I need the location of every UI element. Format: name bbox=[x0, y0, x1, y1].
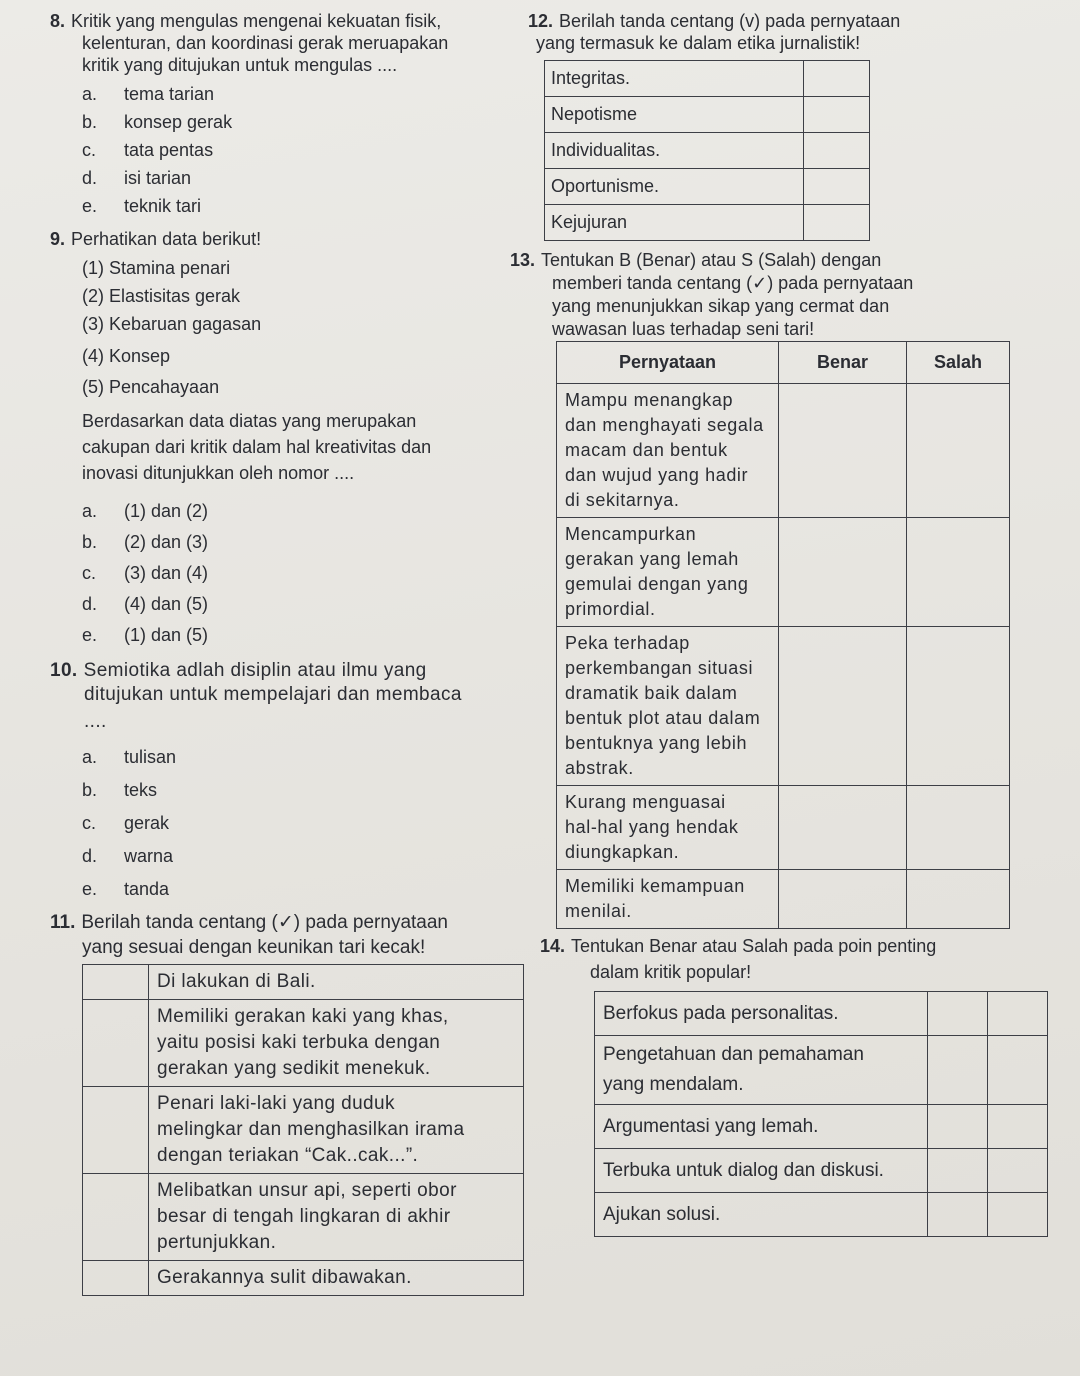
false-cell[interactable] bbox=[907, 870, 1010, 929]
statement-cell: Argumentasi yang lemah. bbox=[595, 1105, 928, 1149]
q9-option-e[interactable]: e. (1) dan (5) bbox=[82, 625, 209, 645]
false-cell[interactable] bbox=[988, 1193, 1048, 1237]
table-header-row bbox=[557, 342, 1010, 384]
table-row bbox=[545, 169, 870, 205]
false-cell[interactable] bbox=[988, 1105, 1048, 1149]
statement-cell: Memiliki kemampuan menilai. bbox=[557, 870, 779, 929]
statement-cell: Berfokus pada personalitas. bbox=[595, 992, 928, 1036]
left-column bbox=[50, 8, 520, 1296]
table-row bbox=[83, 1000, 524, 1087]
true-cell[interactable] bbox=[779, 870, 907, 929]
q8-option-c[interactable]: c. tata pentas bbox=[82, 140, 214, 160]
q9-item-1: (1) Stamina penari bbox=[82, 258, 231, 278]
right-column bbox=[510, 8, 1050, 1237]
checkbox-cell[interactable] bbox=[83, 1261, 149, 1296]
question-9: 9. Perhatikan data berikut! bbox=[50, 229, 262, 249]
table-row bbox=[83, 1174, 524, 1261]
statement-cell: Terbuka untuk dialog dan diskusi. bbox=[595, 1149, 928, 1193]
statement-cell: Peka terhadap perkembangan situasi dramatik baik dalam bentuk plot atau dalam bentuknya yang lebih abstrak. bbox=[557, 627, 779, 786]
q10-option-a[interactable]: a. tulisan bbox=[82, 747, 177, 767]
table-row bbox=[545, 97, 870, 133]
table-row bbox=[545, 205, 870, 241]
true-cell[interactable] bbox=[779, 786, 907, 870]
q8-stem-line-1: Kritik yang mengulas mengenai kekuatan fisik, bbox=[71, 11, 442, 31]
checkbox-cell[interactable] bbox=[83, 1000, 149, 1087]
statement-cell: Melibatkan unsur api, seperti obor besar di tengah lingkaran di akhir pertunjukkan. bbox=[149, 1174, 524, 1261]
statement-cell: Ajukan solusi. bbox=[595, 1193, 928, 1237]
true-cell[interactable] bbox=[928, 1036, 988, 1105]
statement-cell: Penari laki-laki yang duduk melingkar dan menghasilkan irama dengan teriakan “Cak..cak...”. bbox=[149, 1087, 524, 1174]
true-cell[interactable] bbox=[928, 1105, 988, 1149]
checkbox-cell[interactable] bbox=[804, 61, 870, 97]
false-cell[interactable] bbox=[907, 627, 1010, 786]
q10-option-b[interactable]: b. teks bbox=[82, 780, 158, 800]
statement-cell: Kejujuran bbox=[545, 205, 804, 241]
table-row bbox=[83, 965, 524, 1000]
q13-table bbox=[556, 341, 1010, 929]
false-cell[interactable] bbox=[988, 1036, 1048, 1105]
statement-cell: Pengetahuan dan pemahaman yang mendalam. bbox=[595, 1036, 928, 1105]
true-cell[interactable] bbox=[928, 1149, 988, 1193]
question-11: 11. Berilah tanda centang (✓) pada pernyataan yang sesuai dengan keunikan tari kecak! bbox=[50, 912, 448, 958]
checkbox-cell[interactable] bbox=[83, 1087, 149, 1174]
q11-table bbox=[82, 964, 524, 1296]
false-cell[interactable] bbox=[907, 518, 1010, 627]
q12-table bbox=[544, 60, 870, 241]
table-row bbox=[595, 1105, 1048, 1149]
statement-cell: Kurang menguasai hal-hal yang hendak diungkapkan. bbox=[557, 786, 779, 870]
table-row bbox=[545, 61, 870, 97]
checkbox-cell[interactable] bbox=[804, 133, 870, 169]
q10-option-c[interactable]: c. gerak bbox=[82, 813, 170, 833]
q14-table bbox=[594, 991, 1048, 1237]
table-row bbox=[595, 1193, 1048, 1237]
question-8: 8. Kritik yang mengulas mengenai kekuatan fisik, kelenturan, dan koordinasi gerak meruapakan kritik yang ditujukan untuk mengulas .... bbox=[50, 10, 520, 76]
q9-option-d[interactable]: d. (4) dan (5) bbox=[82, 594, 209, 614]
q8-option-d[interactable]: d. isi tarian bbox=[82, 168, 192, 188]
checkbox-cell[interactable] bbox=[804, 205, 870, 241]
q8-option-b[interactable]: b. konsep gerak bbox=[82, 112, 233, 132]
question-14: 14. Tentukan Benar atau Salah pada poin penting dalam kritik popular! bbox=[540, 936, 937, 982]
q9-option-b[interactable]: b. (2) dan (3) bbox=[82, 532, 209, 552]
q9-item-5: (5) Pencahayaan bbox=[82, 377, 220, 397]
q10-options bbox=[50, 741, 520, 906]
q9-item-2: (2) Elastisitas gerak bbox=[82, 286, 241, 306]
q10-option-e[interactable]: e. tanda bbox=[82, 879, 170, 899]
table-row bbox=[595, 1036, 1048, 1105]
header-false: Salah bbox=[907, 342, 1010, 384]
q9-items bbox=[50, 254, 520, 402]
checkbox-cell[interactable] bbox=[804, 97, 870, 133]
statement-cell: Memiliki gerakan kaki yang khas, yaitu posisi kaki terbuka dengan gerakan yang sedikit menekuk. bbox=[149, 1000, 524, 1087]
q9-item-3: (3) Kebaruan gagasan bbox=[82, 314, 262, 334]
q9-question: Berdasarkan data diatas yang merupakan cakupan dari kritik dalam hal kreativitas dan inovasi ditunjukkan oleh nomor .... bbox=[82, 411, 432, 483]
false-cell[interactable] bbox=[907, 786, 1010, 870]
table-row bbox=[557, 384, 1010, 518]
table-row bbox=[595, 1149, 1048, 1193]
q9-option-a[interactable]: a. (1) dan (2) bbox=[82, 501, 209, 521]
q9-option-c[interactable]: c. (3) dan (4) bbox=[82, 563, 209, 583]
q8-option-a[interactable]: a. tema tarian bbox=[82, 84, 215, 104]
checkbox-cell[interactable] bbox=[83, 965, 149, 1000]
statement-cell: Gerakannya sulit dibawakan. bbox=[149, 1261, 524, 1296]
true-cell[interactable] bbox=[928, 992, 988, 1036]
header-statement: Pernyataan bbox=[557, 342, 779, 384]
table-row bbox=[595, 992, 1048, 1036]
q8-stem-line-3: kritik yang ditujukan untuk mengulas .... bbox=[82, 55, 398, 75]
q9-options bbox=[50, 496, 520, 651]
question-13: 13. Tentukan B (Benar) atau S (Salah) dengan memberi tanda centang (✓) pada pernyataan yang menunjukkan sikap yang cermat dan wawasan luas terhadap seni tari! bbox=[510, 250, 914, 339]
question-12: 12. Berilah tanda centang (v) pada pernyataan yang termasuk ke dalam etika jurnalistik! bbox=[528, 11, 901, 53]
table-row bbox=[83, 1261, 524, 1296]
q10-option-d[interactable]: d. warna bbox=[82, 846, 174, 866]
statement-cell: Di lakukan di Bali. bbox=[149, 965, 524, 1000]
false-cell[interactable] bbox=[907, 384, 1010, 518]
true-cell[interactable] bbox=[779, 518, 907, 627]
table-row bbox=[83, 1087, 524, 1174]
statement-cell: Integritas. bbox=[545, 61, 804, 97]
header-true: Benar bbox=[779, 342, 907, 384]
true-cell[interactable] bbox=[779, 384, 907, 518]
statement-cell: Individualitas. bbox=[545, 133, 804, 169]
false-cell[interactable] bbox=[988, 1149, 1048, 1193]
q8-option-e[interactable]: e. teknik tari bbox=[82, 196, 202, 216]
q8-stem-line-2: kelenturan, dan koordinasi gerak meruapakan bbox=[82, 33, 449, 53]
table-row bbox=[557, 627, 1010, 786]
table-row bbox=[557, 786, 1010, 870]
table-row bbox=[545, 133, 870, 169]
statement-cell: Mencampurkan gerakan yang lemah gemulai dengan yang primordial. bbox=[557, 518, 779, 627]
statement-cell: Mampu menangkap dan menghayati segala macam dan bentuk dan wujud yang hadir di sekitarnya. bbox=[557, 384, 779, 518]
true-cell[interactable] bbox=[928, 1193, 988, 1237]
true-cell[interactable] bbox=[779, 627, 907, 786]
statement-cell: Nepotisme bbox=[545, 97, 804, 133]
statement-cell: Oportunisme. bbox=[545, 169, 804, 205]
q8-options bbox=[50, 80, 520, 220]
false-cell[interactable] bbox=[988, 992, 1048, 1036]
question-10: 10. Semiotika adlah disiplin atau ilmu yang ditujukan untuk mempelajari dan membaca .... bbox=[50, 660, 462, 732]
table-row bbox=[557, 870, 1010, 929]
checkbox-cell[interactable] bbox=[804, 169, 870, 205]
q9-item-4: (4) Konsep bbox=[82, 346, 171, 366]
checkbox-cell[interactable] bbox=[83, 1174, 149, 1261]
table-row bbox=[557, 518, 1010, 627]
